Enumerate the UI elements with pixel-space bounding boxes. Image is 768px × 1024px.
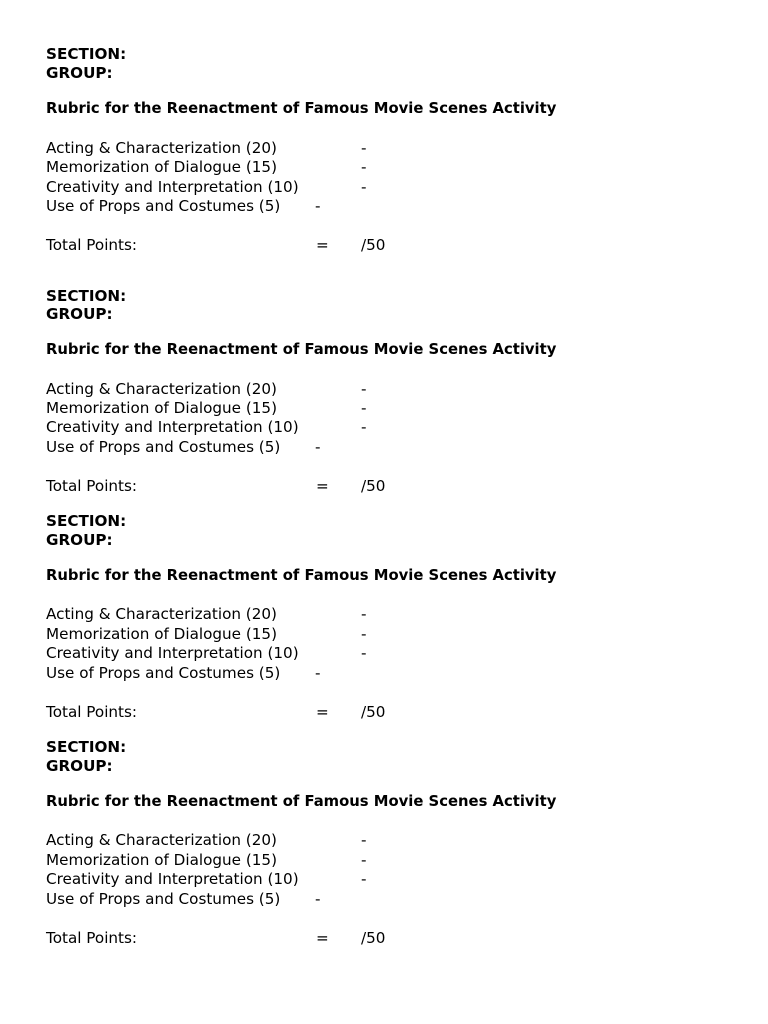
rubric-block-1 [46,45,666,265]
total-label: Total Points: [46,477,138,495]
criterion-creativity: Creativity and Interpretation (10) [46,870,299,888]
rubric-block-2 [46,287,666,507]
total-label: Total Points: [46,703,138,721]
criterion-props: Use of Props and Costumes (5) [46,664,281,682]
criterion-props-mark: - [315,664,321,682]
criterion-acting: Acting & Characterization (20) [46,831,277,849]
rubric-title: Rubric for the Reenactment of Famous Movie Scenes Activity [46,567,557,584]
group-label: GROUP: [46,64,113,82]
criterion-props: Use of Props and Costumes (5) [46,438,281,456]
total-points: /50 [361,236,386,254]
criterion-memorization-mark: - [361,625,367,643]
total-equals: = [316,929,329,947]
criterion-creativity: Creativity and Interpretation (10) [46,644,299,662]
criterion-memorization: Memorization of Dialogue (15) [46,625,278,643]
rubric-block-3 [46,512,666,732]
total-equals: = [316,236,329,254]
rubric-block-4 [46,738,666,958]
criterion-props: Use of Props and Costumes (5) [46,890,281,908]
criterion-acting: Acting & Characterization (20) [46,139,277,157]
criterion-memorization-mark: - [361,399,367,417]
group-label: GROUP: [46,305,113,323]
total-points: /50 [361,703,386,721]
section-label: SECTION: [46,45,127,63]
total-points: /50 [361,477,386,495]
rubric-title: Rubric for the Reenactment of Famous Movie Scenes Activity [46,793,557,810]
criterion-memorization: Memorization of Dialogue (15) [46,158,278,176]
section-label: SECTION: [46,512,127,530]
criterion-memorization: Memorization of Dialogue (15) [46,851,278,869]
criterion-creativity-mark: - [361,178,367,196]
criterion-memorization: Memorization of Dialogue (15) [46,399,278,417]
criterion-props-mark: - [315,197,321,215]
rubric-title: Rubric for the Reenactment of Famous Movie Scenes Activity [46,100,557,117]
group-label: GROUP: [46,531,113,549]
rubric-title: Rubric for the Reenactment of Famous Movie Scenes Activity [46,341,557,358]
criterion-acting-mark: - [361,380,367,398]
criterion-acting: Acting & Characterization (20) [46,605,277,623]
criterion-creativity-mark: - [361,418,367,436]
criterion-creativity: Creativity and Interpretation (10) [46,418,299,436]
section-label: SECTION: [46,287,127,305]
section-label: SECTION: [46,738,127,756]
criterion-acting-mark: - [361,605,367,623]
total-equals: = [316,477,329,495]
criterion-creativity-mark: - [361,870,367,888]
criterion-memorization-mark: - [361,851,367,869]
criterion-props-mark: - [315,438,321,456]
group-label: GROUP: [46,757,113,775]
criterion-creativity: Creativity and Interpretation (10) [46,178,299,196]
criterion-acting-mark: - [361,139,367,157]
total-label: Total Points: [46,929,138,947]
total-label: Total Points: [46,236,138,254]
criterion-creativity-mark: - [361,644,367,662]
criterion-acting-mark: - [361,831,367,849]
criterion-props: Use of Props and Costumes (5) [46,197,281,215]
criterion-props-mark: - [315,890,321,908]
total-equals: = [316,703,329,721]
criterion-memorization-mark: - [361,158,367,176]
criterion-acting: Acting & Characterization (20) [46,380,277,398]
total-points: /50 [361,929,386,947]
